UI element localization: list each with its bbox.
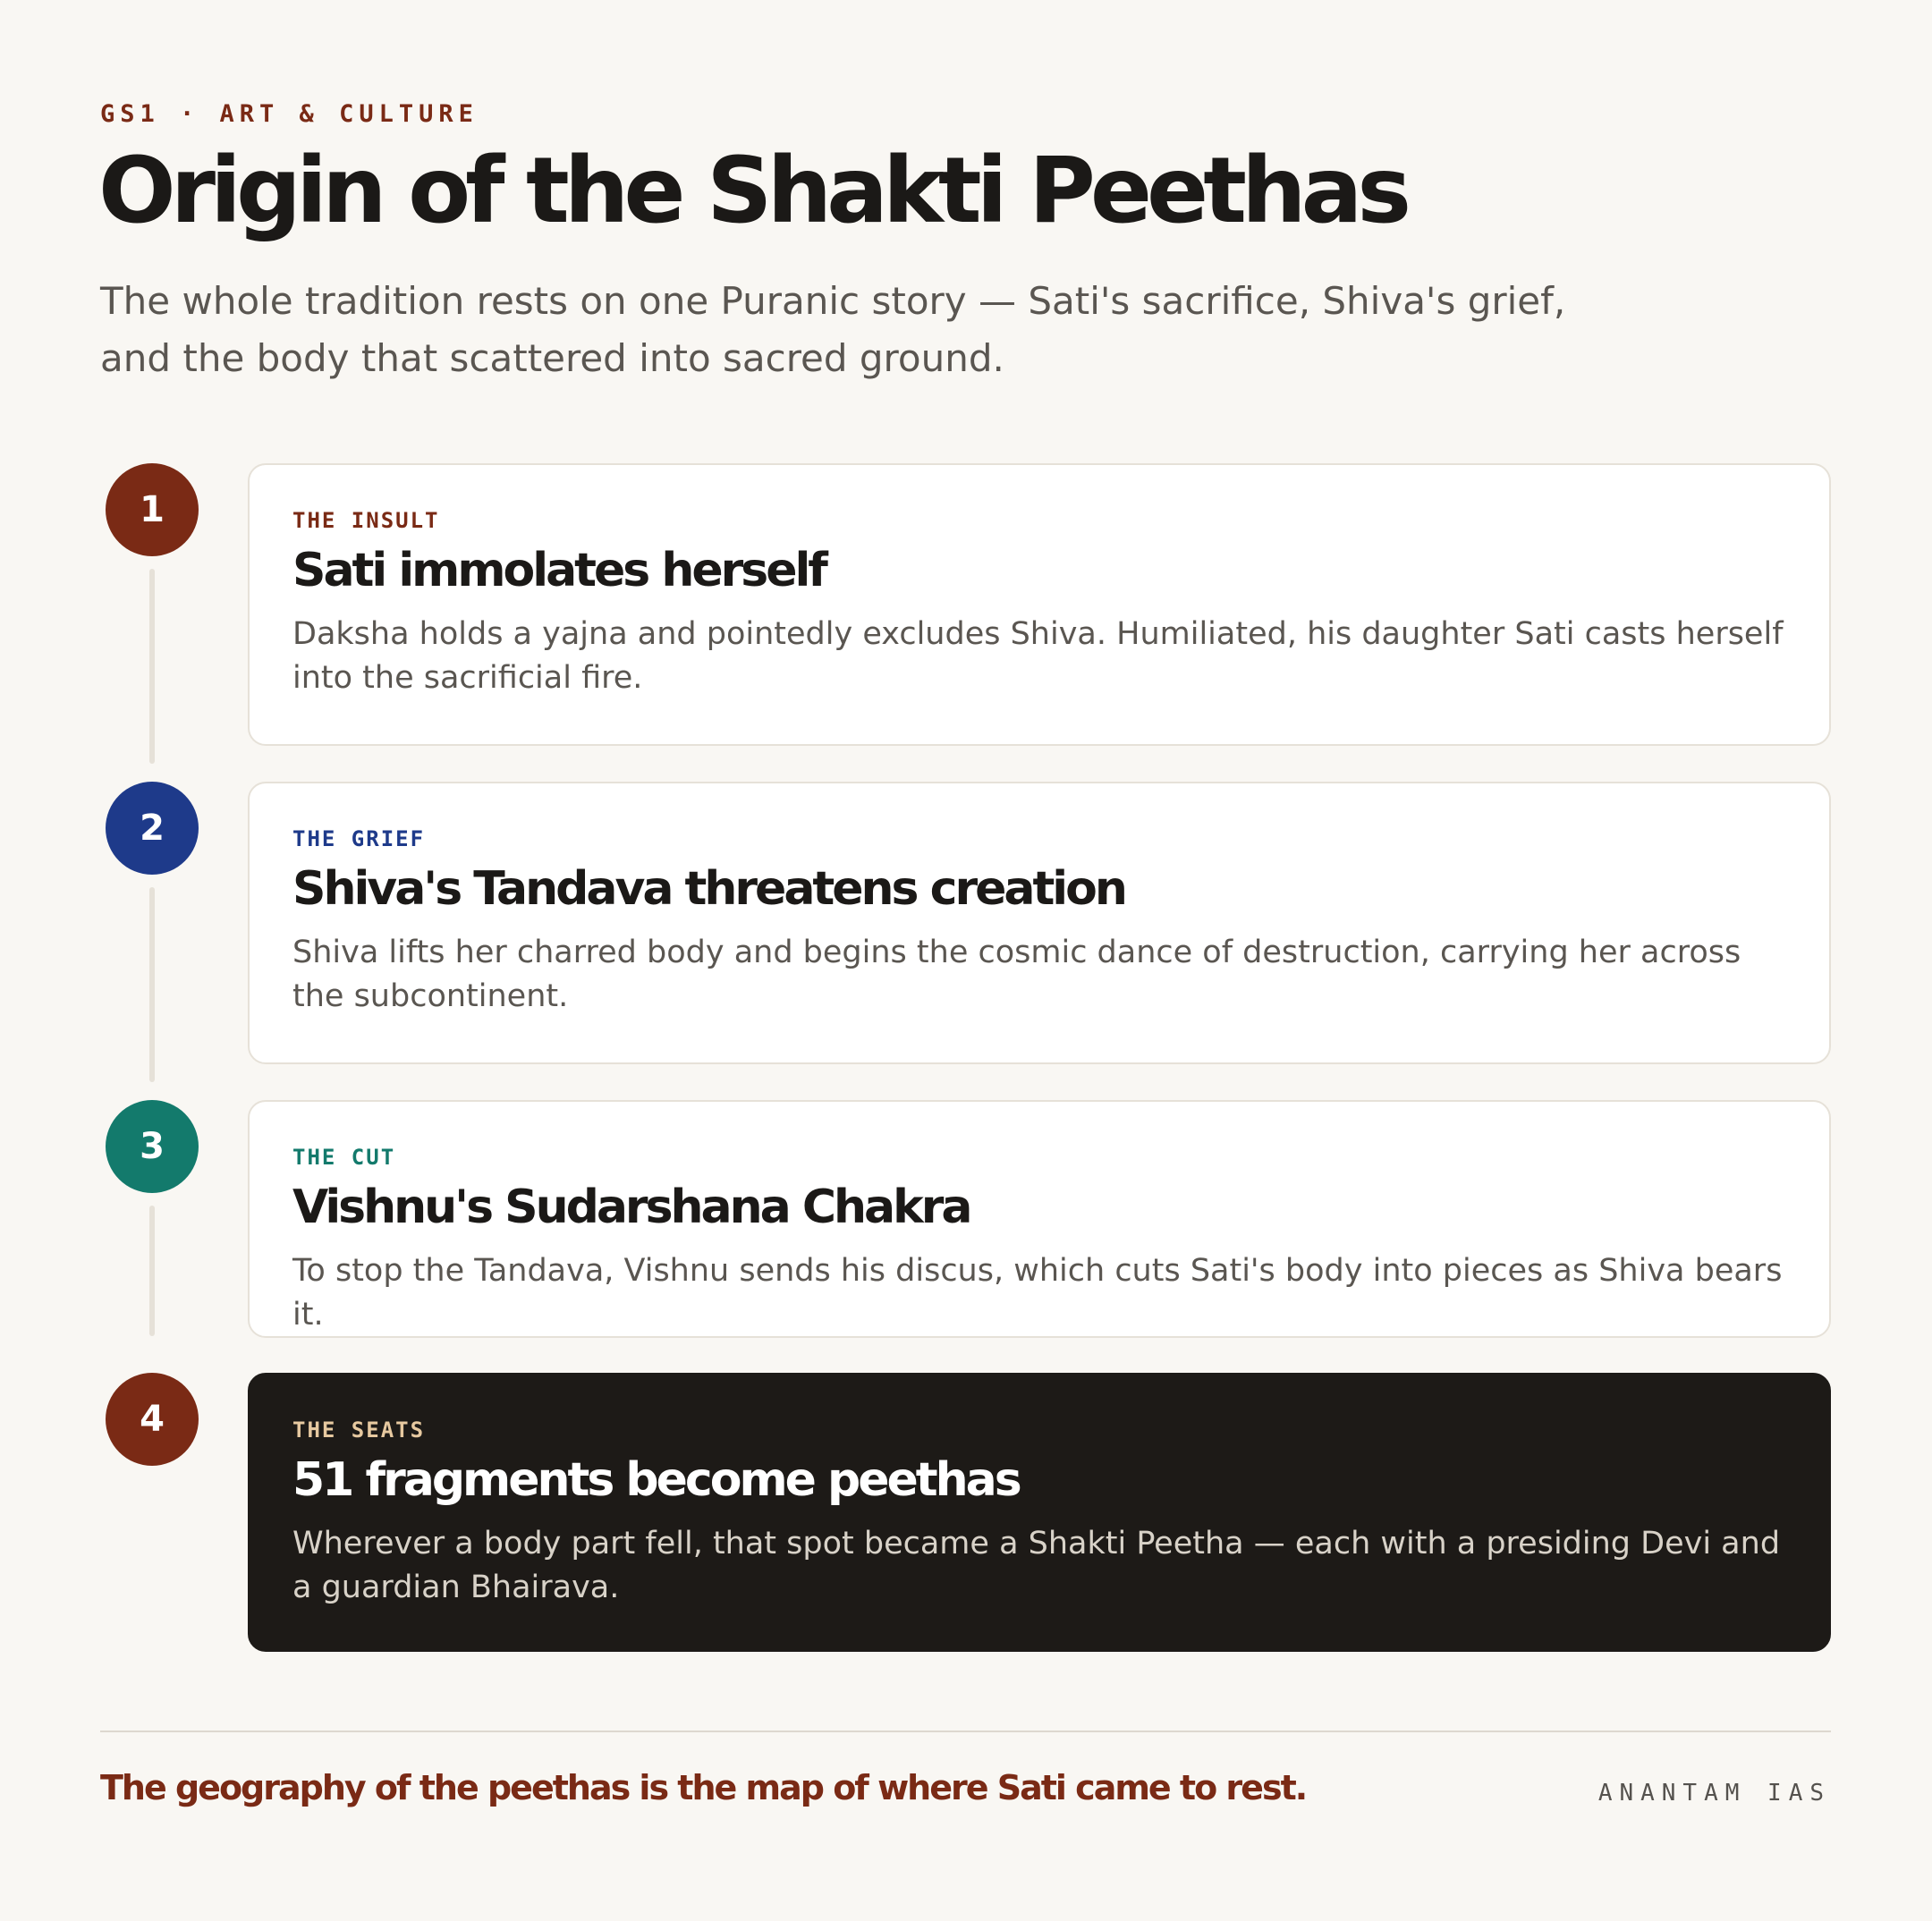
step-description: Shiva lifts her charred body and begins the cosmic dance of destruction, carrying her across the subcontinent. bbox=[292, 935, 1741, 1014]
step-number-badge: 1 bbox=[106, 463, 199, 556]
step-number-badge: 3 bbox=[106, 1100, 199, 1193]
step-description: Wherever a body part fell, that spot became a Shakti Peetha — each with a presiding Devi and a guardian Bhairava. bbox=[292, 1526, 1781, 1605]
eyebrow-label: GS1 · ART & CULTURE bbox=[100, 100, 479, 128]
step-description: To stop the Tandava, Vishnu sends his discus, which cuts Sati's body into pieces as Shiva bears it. bbox=[292, 1253, 1783, 1333]
step-tag: THE GRIEF bbox=[292, 826, 426, 851]
page-title: Origin of the Shakti Peethas bbox=[98, 138, 1407, 244]
step-description: Daksha holds a yajna and pointedly excludes Shiva. Humiliated, his daughter Sati casts herself into the sacrificial fire. bbox=[292, 616, 1784, 696]
step-number-badge: 4 bbox=[106, 1373, 199, 1466]
step-title: Shiva's Tandava threatens creation bbox=[292, 862, 1125, 916]
step-title: Sati immolates herself bbox=[292, 544, 826, 597]
brand-label: ANANTAM IAS bbox=[1597, 1780, 1831, 1807]
step-title: Vishnu's Sudarshana Chakra bbox=[292, 1181, 970, 1234]
step-card bbox=[248, 782, 1831, 1064]
step-card-highlight bbox=[248, 1373, 1831, 1652]
step-card bbox=[248, 463, 1831, 746]
timeline-connector bbox=[149, 887, 155, 1082]
footer-quote: The geography of the peethas is the map of where Sati came to rest. bbox=[100, 1768, 1307, 1807]
step-tag: THE SEATS bbox=[292, 1417, 426, 1443]
page-subtitle: The whole tradition rests on one Puranic story — Sati's sacrifice, Shiva's grief, and the body that scattered into sacred ground. bbox=[100, 279, 1566, 380]
step-tag: THE CUT bbox=[292, 1145, 396, 1170]
step-tag: THE INSULT bbox=[292, 508, 440, 533]
step-title: 51 fragments become peethas bbox=[292, 1453, 1020, 1507]
step-card bbox=[248, 1100, 1831, 1338]
timeline-connector bbox=[149, 569, 155, 764]
timeline-connector bbox=[149, 1206, 155, 1336]
step-number-badge: 2 bbox=[106, 782, 199, 875]
footer-divider bbox=[100, 1731, 1831, 1732]
